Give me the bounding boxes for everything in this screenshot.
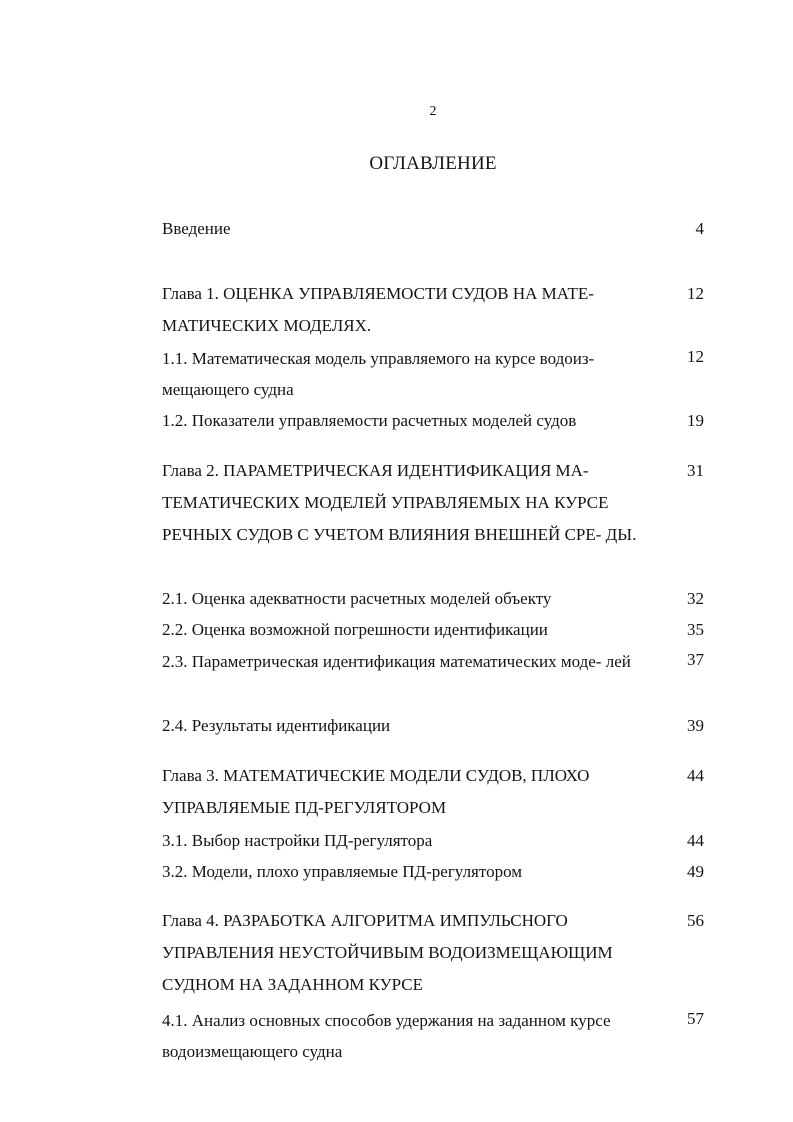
toc-entry-text: Глава 4. РАЗРАБОТКА АЛГОРИТМА ИМПУЛЬСНОГО УПРАВЛЕНИЯ НЕУСТОЙЧИВЫМ ВОДОИЗМЕЩАЮЩИМ СУДНОМ НА ЗАДАННОМ КУРСЕ (162, 911, 613, 994)
toc-entry-section-3-2[interactable] (162, 858, 707, 886)
toc-entry-text: 2.1. Оценка адекватности расчетных моделей объекту (162, 589, 552, 608)
toc-entry-intro[interactable] (162, 215, 707, 243)
toc-entry-page: 49 (687, 862, 704, 881)
toc-entry-text: 3.1. Выбор настройки ПД-регулятора (162, 831, 433, 850)
toc-entry-chapter-1[interactable] (162, 278, 707, 342)
toc-entry-page: 4 (695, 219, 704, 238)
toc-entry-section-2-3[interactable] (162, 646, 707, 677)
toc-entry-page: 37 (687, 650, 704, 669)
toc-entry-text: 1.1. Математическая модель управляемого на курсе водоиз- мещающего судна (162, 349, 595, 399)
toc-entry-page: 39 (687, 716, 704, 735)
toc-entry-chapter-3[interactable] (162, 760, 707, 824)
toc-entry-section-1-1[interactable] (162, 343, 707, 405)
toc-entry-text: 1.2. Показатели управляемости расчетных моделей судов (162, 411, 577, 430)
toc-entry-section-2-2[interactable] (162, 616, 707, 644)
page-number: 2 (429, 104, 437, 119)
toc-entry-section-2-1[interactable] (162, 585, 707, 613)
toc-entry-page: 57 (687, 1009, 704, 1028)
toc-entry-text: Глава 2. ПАРАМЕТРИЧЕСКАЯ ИДЕНТИФИКАЦИЯ МА- ТЕМАТИЧЕСКИХ МОДЕЛЕЙ УПРАВЛЯЕМЫХ НА КУРСЕ РЕЧНЫХ СУДОВ С УЧЕТОМ ВЛИЯНИЯ ВНЕШНЕЙ СРЕ- ДЫ. (162, 461, 637, 544)
page-title: ОГЛАВЛЕНИЕ (369, 153, 497, 174)
toc-entry-page: 32 (687, 589, 704, 608)
toc-entry-text: Введение (162, 219, 231, 238)
toc-entry-text: 4.1. Анализ основных способов удержания на заданном курсе водоизмещающего судна (162, 1011, 611, 1061)
toc-entry-text: 2.4. Результаты идентификации (162, 716, 391, 735)
toc-entry-page: 44 (687, 831, 704, 850)
toc-entry-page: 12 (687, 347, 704, 366)
toc-entry-chapter-4[interactable] (162, 905, 707, 1001)
toc-entry-text: 2.3. Параметрическая идентификация математических моде- лей (162, 652, 631, 671)
toc-entry-text: Глава 1. ОЦЕНКА УПРАВЛЯЕМОСТИ СУДОВ НА МАТЕ- МАТИЧЕСКИХ МОДЕЛЯХ. (162, 284, 594, 335)
toc-entry-section-2-4[interactable] (162, 712, 707, 740)
toc-entry-page: 35 (687, 620, 704, 639)
toc-entry-page: 19 (687, 411, 704, 430)
toc-entry-chapter-2[interactable] (162, 455, 707, 551)
toc-entry-page: 44 (687, 766, 704, 785)
toc-entry-section-3-1[interactable] (162, 827, 707, 855)
toc-entry-page: 31 (687, 461, 704, 480)
toc-entry-text: 3.2. Модели, плохо управляемые ПД-регулятором (162, 862, 523, 881)
toc-entry-text: Глава 3. МАТЕМАТИЧЕСКИЕ МОДЕЛИ СУДОВ, ПЛОХО УПРАВЛЯЕМЫЕ ПД-РЕГУЛЯТОРОМ (162, 766, 590, 817)
toc-entry-section-1-2[interactable] (162, 407, 707, 435)
toc-entry-text: 2.2. Оценка возможной погрешности идентификации (162, 620, 548, 639)
toc-entry-page: 56 (687, 911, 704, 930)
toc-entry-section-4-1[interactable] (162, 1005, 707, 1067)
toc-entry-page: 12 (687, 284, 704, 303)
